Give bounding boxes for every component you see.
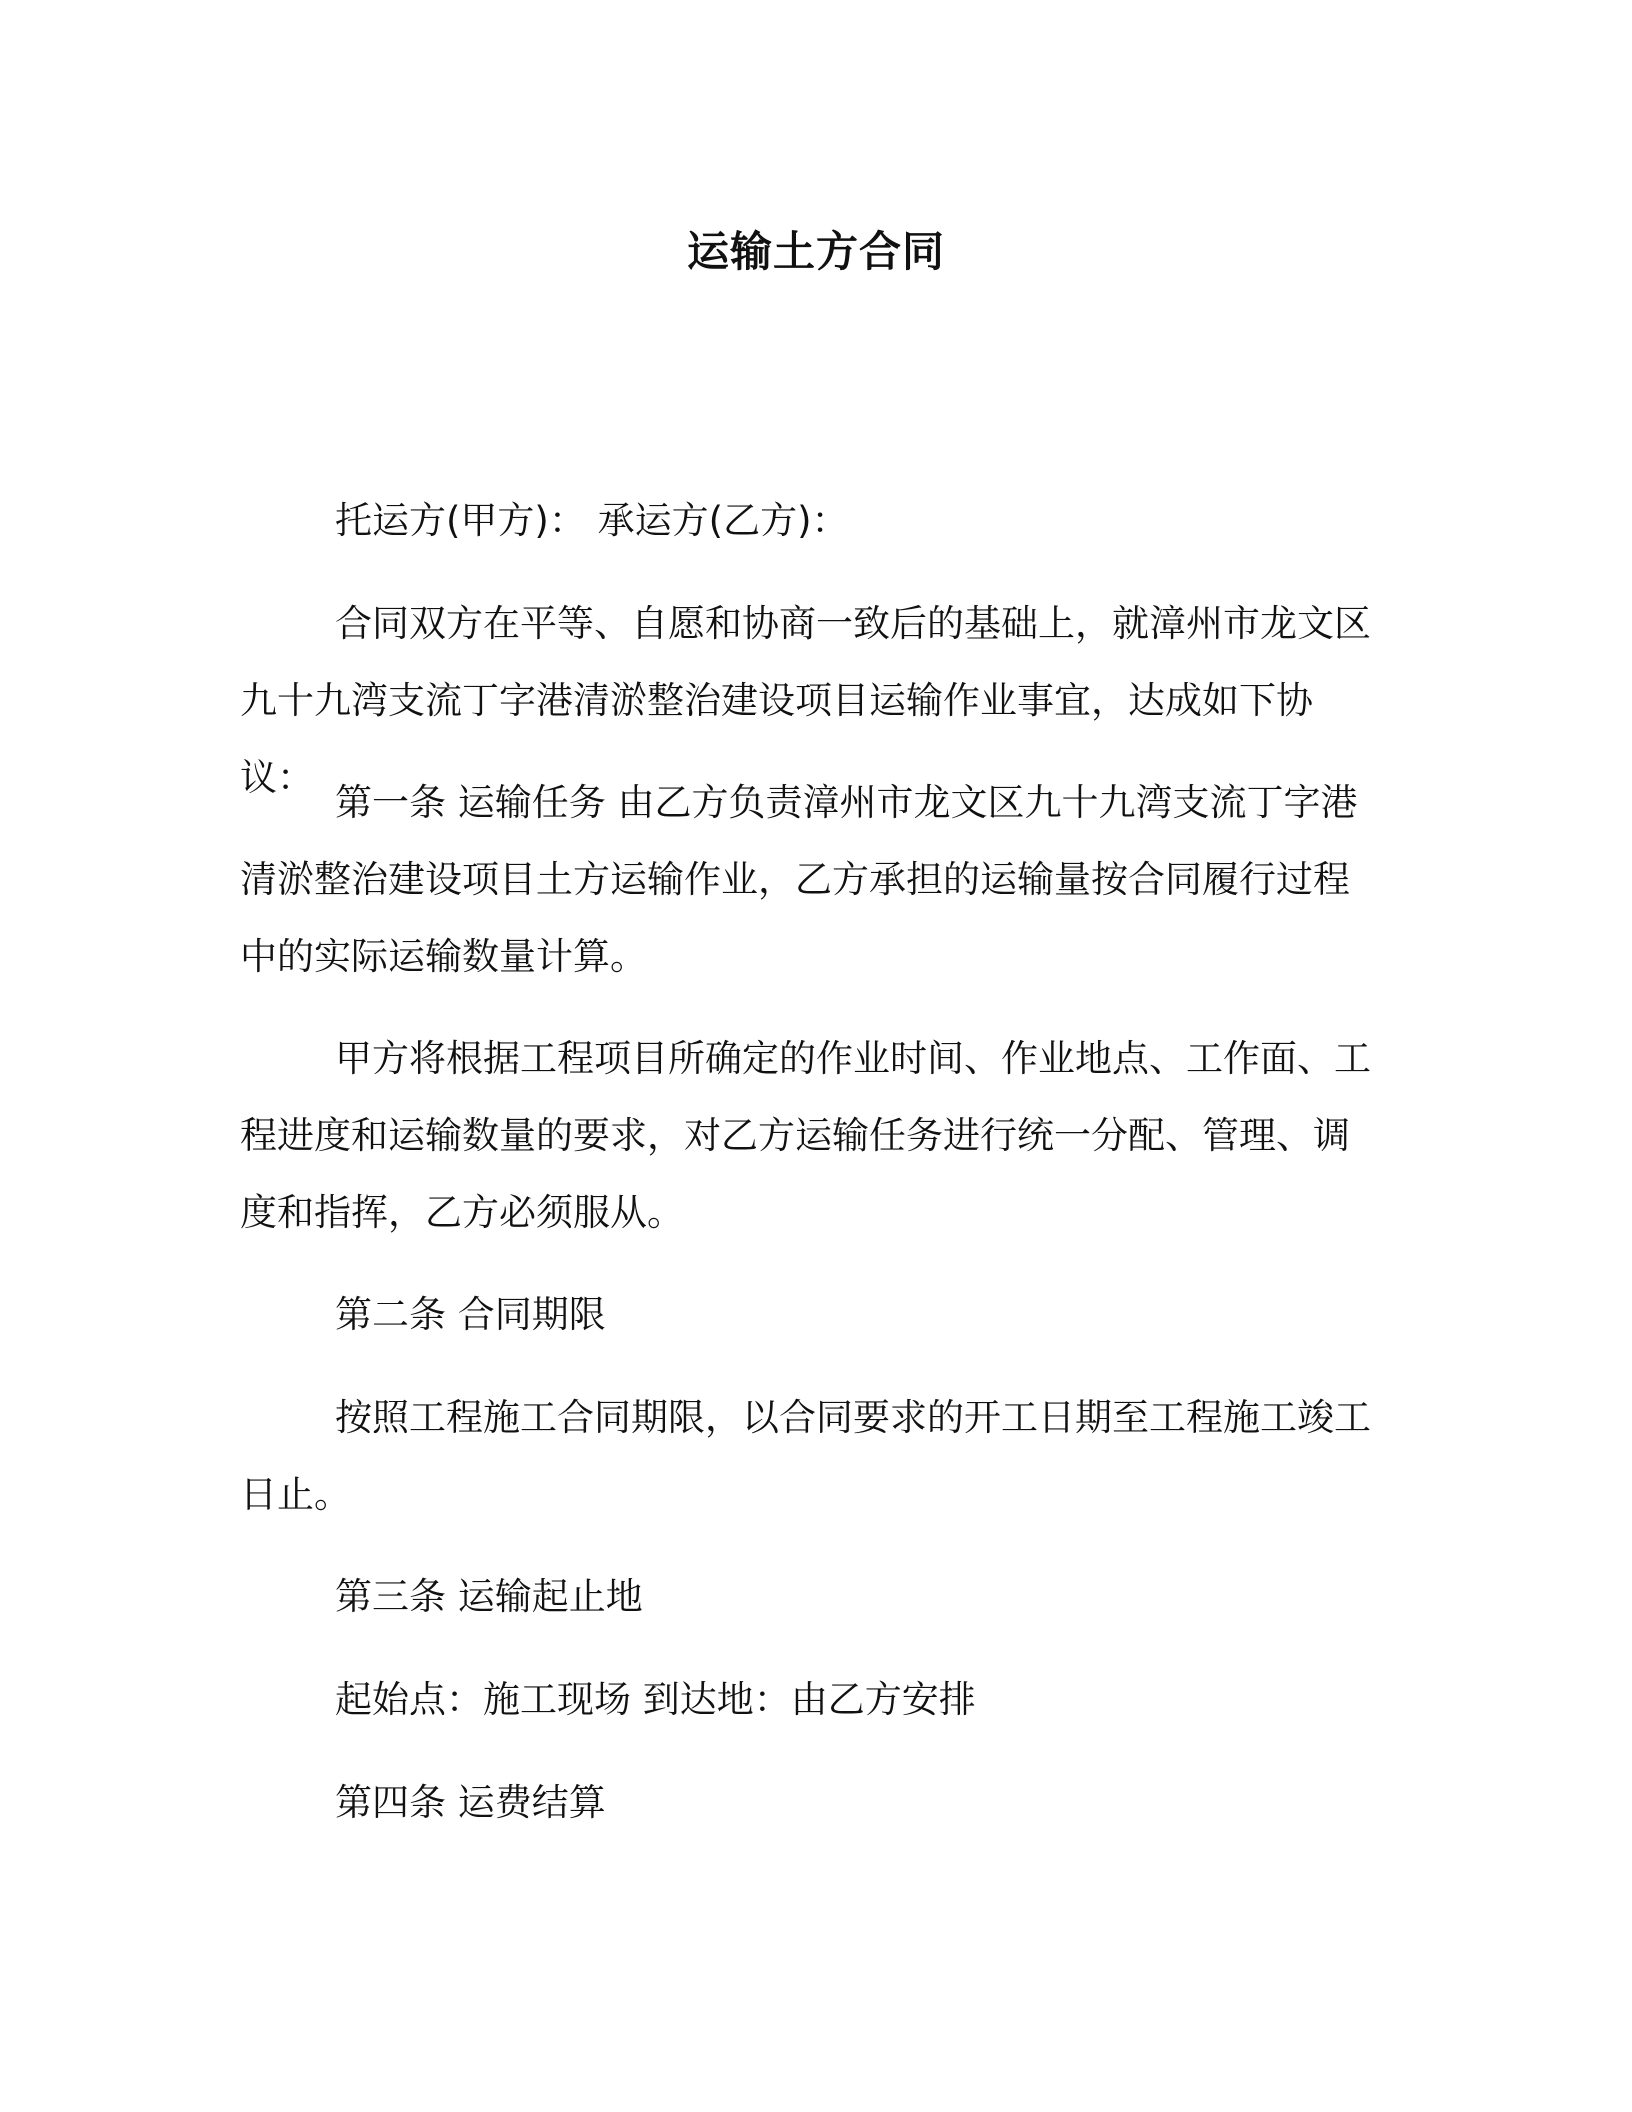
article-3-body: 起始点：施工现场 到达地：由乙方安排 [335, 1678, 976, 1721]
article-4-heading: 第四条 运费结算 [335, 1781, 606, 1824]
intro-paragraph: 合同双方在平等、自愿和协商一致后的基础上，就漳州市龙文区九十九湾支流丁字港清淤整治建设项目运输作业事宜，达成如下协议： [240, 602, 1371, 799]
article-1-detail-paragraph: 甲方将根据工程项目所确定的作业时间、作业地点、工作面、工程进度和运输数量的要求，对乙方运输任务进行统一分配、管理、调度和指挥，乙方必须服从。 [240, 1037, 1371, 1234]
article-2-heading: 第二条 合同期限 [335, 1293, 606, 1336]
document-title: 运输土方合同 [686, 227, 945, 276]
article-3-heading: 第三条 运输起止地 [335, 1575, 643, 1618]
article-1-paragraph: 第一条 运输任务 由乙方负责漳州市龙文区九十九湾支流丁字港清淤整治建设项目土方运输作业，乙方承担的运输量按合同履行过程中的实际运输数量计算。 [240, 781, 1358, 978]
article-2-body: 按照工程施工合同期限，以合同要求的开工日期至工程施工竣工日止。 [240, 1396, 1371, 1516]
parties-line: 托运方(甲方)： 承运方(乙方)： [335, 499, 849, 542]
